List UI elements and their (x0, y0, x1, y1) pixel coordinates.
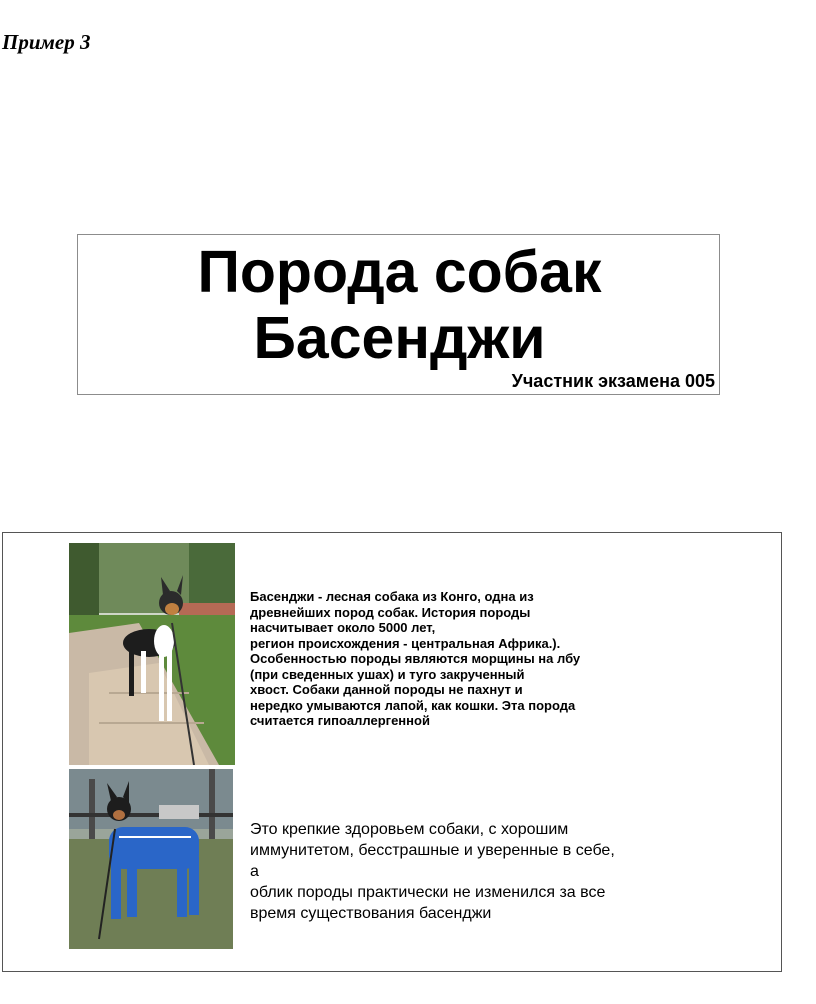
text-line: насчитывает около 5000 лет, (250, 620, 436, 635)
text-line: регион происхождения - центральная Африка.). (250, 635, 561, 651)
text-line: а (250, 863, 259, 880)
text-line: иммунитетом, бесстрашные и уверенные в себе, (250, 842, 615, 859)
dog-photo-park (69, 543, 235, 765)
text-line: Особенностью породы являются морщины на лбу (250, 651, 581, 666)
text-line: время существования басенджи (250, 905, 492, 922)
breed-description (250, 589, 630, 729)
text-line: хвост. Собаки данной породы не пахнут и (250, 682, 523, 697)
breed-health-text (250, 819, 670, 924)
slide-box (2, 532, 782, 972)
text-line: древнейших пород собак. История породы (250, 604, 531, 620)
title-box (77, 234, 720, 395)
title-line-1: Порода собак (197, 239, 602, 305)
text-line: Басенджи - лесная собака из Конго, одна из (250, 589, 534, 604)
text-line: облик породы практически не изменился за все (250, 884, 606, 901)
text-line: Это крепкие здоровьем собаки, с хорошим (250, 821, 569, 838)
title-line-2: Басенджи (253, 305, 546, 371)
text-line: нередко умываются лапой, как кошки. Эта порода (250, 697, 576, 713)
dog-photo-blue-coat (69, 769, 233, 949)
participant-label: Участник экзамена 005 (511, 371, 715, 391)
text-line: (при сведенных ушах) и туго закрученный (250, 666, 525, 682)
example-label: Пример 3 (2, 30, 91, 54)
text-line: считается гипоаллергенной (250, 713, 430, 728)
